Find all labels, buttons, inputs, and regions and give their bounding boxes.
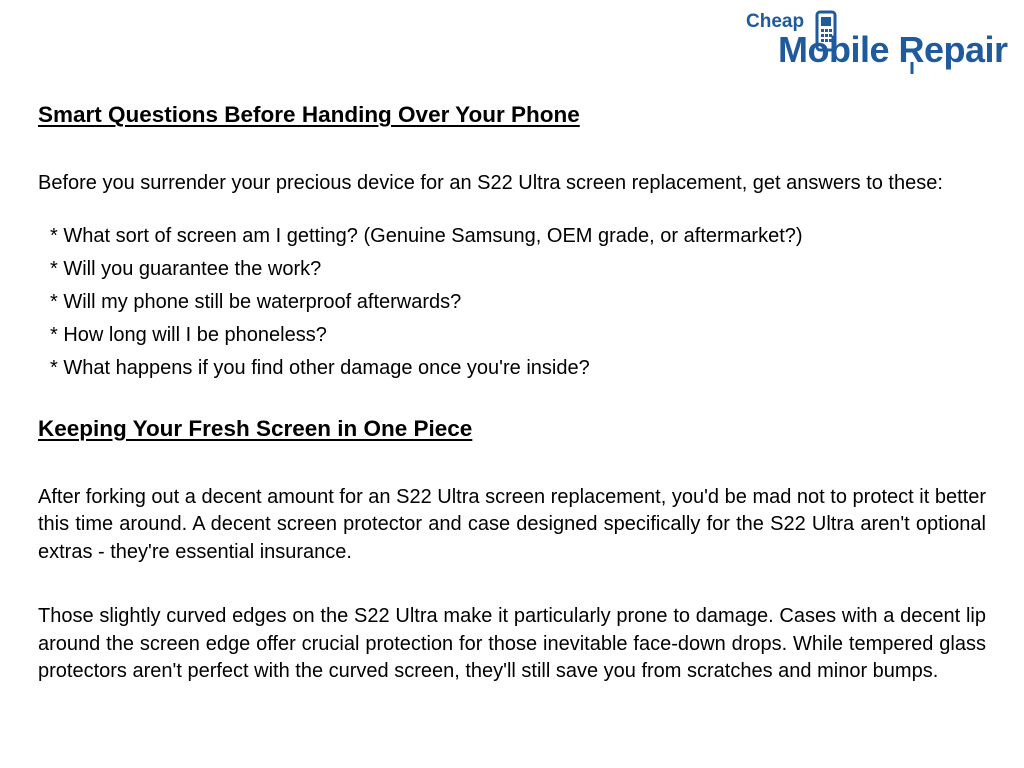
questions-list [38,220,986,385]
section-heading-protection: Keeping Your Fresh Screen in One Piece [38,415,473,441]
list-item: * Will you guarantee the work? [50,257,322,280]
section-intro: Before you surrender your precious device for an S22 Ultra screen replacement, get answers to these: [38,172,943,194]
list-item: * What happens if you find other damage once you're inside? [50,356,590,379]
logo-top-text: Cheap [746,11,805,32]
list-item: * Will my phone still be waterproof afterwards? [50,290,462,313]
paragraph: After forking out a decent amount for an S22 Ultra screen replacement, you'd be mad not to protect it better this time around. A decent screen protector and case designed specifically for the S22 Ultra aren't optional extras - they're essential insurance. [38,485,986,563]
logo-main-text: Mobile Repair [778,29,1008,70]
article-content [38,100,986,686]
paragraph: Those slightly curved edges on the S22 Ultra make it particularly prone to damage. Cases with a decent lip around the screen edge offer crucial protection for those inevitable face-down drops. While tempered glass protectors aren't perfect with the curved screen, they'll still save you from scratches and minor bumps. [38,605,986,682]
logo-graphic [742,2,1024,76]
brand-logo[interactable] [742,2,1024,76]
list-item: * What sort of screen am I getting? (Genuine Samsung, OEM grade, or aftermarket?) [50,224,803,247]
list-item: * How long will I be phoneless? [50,323,327,346]
section-heading-questions: Smart Questions Before Handing Over Your Phone [38,102,580,127]
